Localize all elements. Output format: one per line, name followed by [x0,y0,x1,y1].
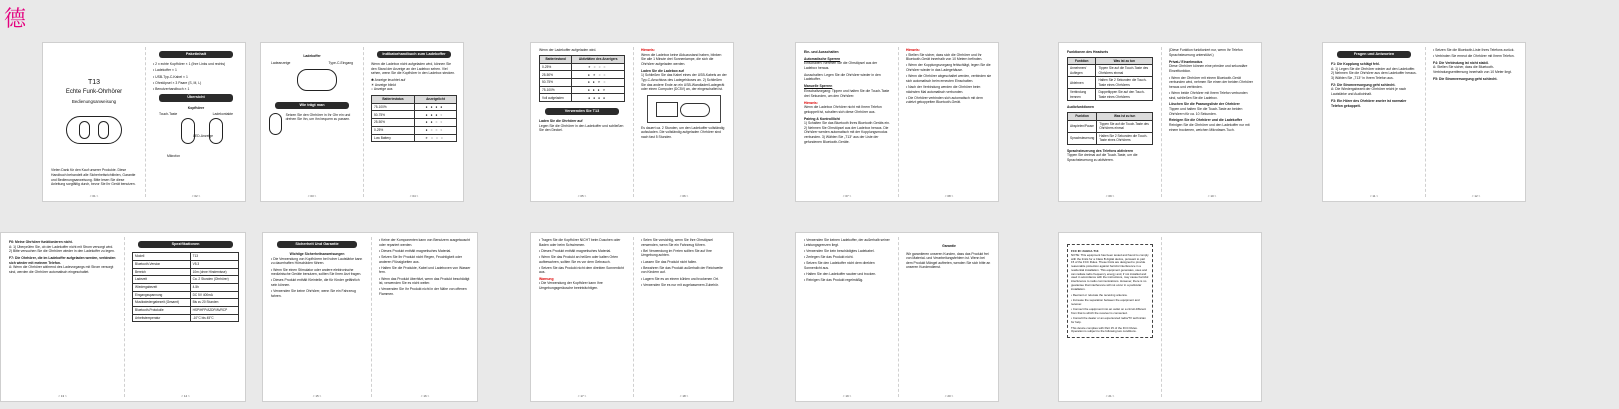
list-item: • Bewahren Sie das Produkt außerhalb der Reichweite von Kindern auf. [641,266,727,275]
paragraph: Tippen Sie dreimal auf die Touch-Taste, um die Sprachsteuerung zu aktivieren. [1067,153,1138,162]
table-row [540,71,625,79]
charging-case-icon [297,69,337,91]
table-cell: -10°C bis 45°C [190,314,238,322]
led-dots: ●●●☀ [572,86,625,94]
list-item: • Verbinden Sie erneut die Ohrhörer mit Ihrem Telefon. [1433,54,1519,59]
table-row [372,103,457,111]
list-item: • Bei Verwendung im Freien sollten Sie auf Ihre Umgebung achten. [641,249,727,258]
ear-icon [269,113,282,135]
list-item: • Wenn beide Ohrhörer mit Ihrem Telefon verbunden sind, schließen Sie die Ladebox. [1169,91,1255,100]
table-cell: Annehmen/ Auflegen [1068,65,1096,77]
case-icon [680,103,710,117]
table-row [372,126,457,134]
table-cell: 25-50% [372,119,415,127]
label-touch: Touch-Taste [159,112,178,117]
table-header: Anzeigelicht [415,96,457,104]
page-number: < 15 > [312,393,322,398]
table-row [133,253,239,261]
manual-sheet-2 [260,42,464,202]
table-row [1068,77,1153,89]
table-cell: Eingangsspannung [133,291,191,299]
table-cell: 25-50% [540,71,572,79]
subheading: Audiofunktionen [1067,105,1094,110]
legend-item: Anzeige blinkt [374,82,396,87]
page-number: < 06 > [679,193,689,198]
brand-logo: 德 [4,7,27,32]
list-item: • Die Verwendung von Kopfhörern bei hoher Lautstärke kann zu dauerhaften Hörschäden führen. [271,257,363,266]
subheading: Reinigen Sie die Ohrhörer und die Ladekoffer [1169,118,1243,123]
subheading: Ein- und Ausschalten [804,50,839,54]
table-cell: 0-25% [540,63,572,71]
list-item: • Reinigen Sie das Produkt regelmäßig. [804,278,890,283]
list-item: • Die Ohrhörer verbinden sich automatisch mit dem zuletzt gekoppelten Bluetooth-Gerät. [906,96,992,105]
panel-fcc [1059,233,1161,401]
paragraph: Wenn die Ladebox Ohrhörer nicht mit Ihrem Telefon gekoppelt ist, schalten sich diese Ohrhörer aus. [804,105,882,114]
led-dots: ●●●○ [415,111,457,119]
panel-faq [1323,43,1425,201]
safety-list [539,238,625,275]
page-number: < 12 > [1471,193,1481,198]
section-heading: Sicherheit Und Garantie [277,241,357,248]
list-item: • Dieses Produkt enthält Kleinteile, die für Kinder gefährlich sein können. [271,278,363,287]
subheading: Sprachsteuerung des Telefons aktivieren [1067,148,1134,153]
table-cell: Bluetooth-Version [133,260,191,268]
list-item: • Verwenden Sie es nur mit zugelassenem Zubehör. [641,283,727,288]
table-row [372,119,457,127]
list-item: • Dieses Produkt enthält magnetisches Material. [539,249,625,254]
faq-question: F5: Die Stromversorgung geht schlecht. [1433,76,1498,81]
table-cell: Abspielen/Pause [1068,120,1097,132]
table-row [133,314,239,322]
led-dots: ☀○○○ [572,63,625,71]
legend [371,78,457,92]
earbud-icon [209,118,223,144]
list-item: • 2 x echte Kopfhörer × 1 (Ihre Links und rechts) [153,62,239,67]
label-typec: Type-C-Eingang [328,60,353,65]
panel-safety-5 [796,233,898,401]
panel-charge-case [633,43,734,201]
manual-sheet-9 [530,232,734,402]
page-number: < 18 > [679,393,689,398]
note-text-2: Es dauert ca. 2 Stunden, um den Ladekoffer vollständig aufzuladen. Die vollständig aufgeladen Ohrhörer sind nach fast 5 Stunden. [641,125,725,139]
table-header: Funktion [1068,112,1097,120]
table-row [133,268,239,276]
subheading: Manuelle Sperren [804,84,833,89]
list-item: • Wenn Sie das Produkt an heißen oder kalten Orten aufbewahren, sollten Sie es vor dem Gebrauch. [539,255,625,264]
faq-question: F3: Ein Hörer des Ohrhörer zweier ist normaler Telefon gekoppelt. [1331,99,1407,108]
table-row [372,111,457,119]
led-off-icon: ○ [371,87,374,92]
table-row [133,299,239,307]
note-text: Wenn die Ladebox keine Akkuzustand haben, blinken Sie alle 1 Minute drei Sonnenlampe, die sich die Ohrhörer aufgeladen werden. [641,52,722,66]
specs-table [132,252,239,322]
led-on-icon: ✱ [371,78,374,83]
faq-question: F6: Meine Ohrhörer funktionieren nicht. [9,240,73,244]
paragraph: Tippen und halten Sie die Touch-Taste an beiden Ohrhörern für ca. 10 Sekunden. [1169,106,1243,116]
earbud-left-illustration [79,121,90,139]
led-dots: ☀○○○ [415,134,457,142]
section-heading: Verwenden Sie T13 [545,108,619,115]
safety-list [271,257,363,299]
table-row [1068,89,1153,101]
table-cell: Low Battery [372,134,415,142]
panel-cover [43,43,145,201]
table-row [133,306,239,314]
table-cell: 4-5h [190,283,238,291]
manual-sheet-11 [1058,232,1262,402]
list-item: • Setzen Sie die Bluetooth-Liste Ihres Telefons zurück. [1433,48,1519,53]
panel-private-mode [1161,43,1262,201]
table-header: Was ist zu tun [1096,57,1153,65]
panel-notes [898,43,999,201]
table-cell: HSP/HFP/A2DP/AVRCP [190,306,238,314]
table-header: Was ist zu tun [1097,112,1153,120]
section-heading: Indikatorhandbuch zum Ladekoffer [377,51,451,58]
section-heading: Übersicht [159,94,233,101]
earbud-right-illustration [98,121,109,139]
list-item: • Lassen Sie das Produkt nicht fallen. [641,260,727,265]
list-item: • Verwenden Sie kein beschädigtes Ladekabel. [804,249,890,254]
panel-functions [1059,43,1161,201]
manual-sheet-8 [262,232,478,402]
led-dots: ●●●● [415,103,457,111]
faq-answer: A: 1) Überprüfen Sie, ob der Ladekoffer nicht mit Strom versorgt wird. 2) Bitte versuchen Sie die Ohrhörer wieder in den Ladekoffer zu legen. [9,244,115,254]
led-dots: ●●☀○ [572,79,625,87]
list-item: • Ladekoffer × 1 [153,68,239,73]
faq-question: F2: Die Stromversorgung geht schlecht. [1331,82,1396,87]
list-item: • Stellen Sie sicher, dass sich die Ohrhörer und Ihr Bluetooth-Gerät innerhalb von 10 Metern befinden. [906,53,992,62]
list-item: • Increase the separation between the equipment and receiver. [1071,299,1149,307]
list-item: • Wenn der Ohrhörer mit einem Bluetooth-Gerät verbunden wird, nehmen Sie einen der beiden Ohrhörer heraus und verbinden. [1169,76,1255,90]
faq-question: F1: Die Kopplung schlägt fehl. [1331,62,1380,67]
list-item: • Setzen Sie das Produkt nicht dem direkten Sonnenlicht aus. [539,266,625,275]
page-number: < 05 > [577,193,587,198]
table-row [1068,120,1153,132]
charging-illustration [647,95,721,123]
table-cell: 75-100% [540,86,572,94]
list-item: • Tragen Sie die Kopfhörer NICHT beim Duschen oder Baden oder beim Schwimmen. [539,238,625,247]
page-number: < 14 > [181,393,190,398]
page-number: < 17 > [577,393,587,398]
list-item: • Keine der Komponenten kann von Benutzern ausgetauscht oder repariert werden. [379,238,471,247]
list-item: • Reorient or relocate the receiving antenna. [1071,294,1149,298]
list-item: • Setzen Sie Ihr Produkt nicht Regen, Feuchtigkeit oder anderen Flüssigkeiten aus. [379,255,471,264]
table-row [133,283,239,291]
legend-item: Anzeige leuchtet auf [374,78,406,83]
subheading: Laden Sie die Ladebox auf [641,68,684,73]
table-cell: 0-25% [372,126,415,134]
notes-list [906,53,992,105]
panel-faq-2 [1425,43,1526,201]
list-item: • Halten Sie die Produkte, Kabel und Ladeboxen von Wasser fern. [379,266,471,275]
panel-specs [124,233,246,401]
list-item: • Connect the equipment into an outlet on a circuit different from that to which the receiver is connected. [1071,308,1149,316]
label-case-led: Ladeanzeige [271,60,291,65]
list-item: • Consult the dealer or an experienced radio/TV technician for help. [1071,317,1149,325]
table-row [133,291,239,299]
list-item: • Wenn das Produkt überhitzt, wenn das Produkt beschädigt ist, verwenden Sie es nicht weiter. [379,277,471,286]
led-dots: ●☀○○ [572,71,625,79]
table-cell: Halten Sie 2 Sekunden die Touch-Taste eines Ohrhörers [1097,132,1153,144]
page-number: < 11 > [1369,193,1379,198]
panel-warranty [898,233,999,401]
table-cell: Halten Sie 2 Sekunden die Touch-Taste eines Ohrhörers [1096,77,1153,89]
list-item: • Die Verwendung der Kopfhörer kann Ihre Umgebungsgeräusche beeinträchtigen. [539,281,625,290]
manual-sheet-4 [795,42,999,202]
list-item: • USB-Typ-C-Kabel × 1 [153,75,239,80]
list-item: • Halten Sie den Ladekoffer sauber und trocken. [804,272,890,277]
page-number: < 04 > [409,193,419,198]
note-label: Hinweis: [641,48,655,52]
mode-list [1169,76,1255,101]
table-cell: T13 [190,253,238,261]
charging-table [539,55,625,102]
faq-answer: A: Stellen Sie sicher, dass die Bluetooth-Verbindungsentfernung innerhalb von 10 Meter liegt. [1433,65,1512,74]
page-number: < 09 > [1105,193,1115,198]
subheading: Funktionen des Headsets [1067,50,1109,54]
table-cell: Doppeltippen Sie auf den Touch-Taste eines Ohrhörers [1096,89,1153,101]
table-cell: Tippen Sie auf die Touch-Taste des Ohrhörers einmal [1097,120,1153,132]
fcc-footer: This device complies with Part 15 of the FCC Rules. Operation is subject to the following two conditions. [1071,325,1138,334]
subheading: Privat-/ Einzelmodus [1169,59,1203,64]
table-cell: 50-75% [540,79,572,87]
table-cell: Bluetooth-Protokolle [133,306,191,314]
subheading: Pairing & Kontrolllicht [804,116,840,121]
earbud-diagram [153,110,239,164]
page-number: < 13 > [58,393,67,398]
table-cell: Tippen Sie auf die Touch-Taste des Ohrhörers einmal [1096,65,1153,77]
list-item: • Wenn Sie einen Stimulator oder andere elektronische medizinische Geräte benutzen, sollten Sie Ihren Arzt fragen. [271,268,363,277]
table-cell: Ladezeit [133,276,191,284]
table-header: Batteriestand [540,55,572,63]
subheading: Automatische Sperren [804,56,841,61]
table-cell: Bereich [133,268,191,276]
table-cell: Arbeitstemperatur [133,314,191,322]
paragraph: 1) Schalten Sie das Bluetooth Ihres Bluetooth Geräts ein. 2) Nehmen Sie Ohrstöpsel aus der Ladebox heraus. Die Ohrhörer werden automatisch mit der Kopplungsmodus verbunden. 3) Wählen Sie „T13“ aus der Liste der gefundenen Bluetooth-Geräte. [804,121,890,144]
manual-sheet-1 [42,42,246,202]
table-cell: Sprachsteuerung [1068,132,1097,144]
paragraph: Einschaltvorgang: Tippen und halten Sie die Touch-Taste drei Sekunden, um den Ohrhörer. [804,88,890,98]
list-item: • Wenn die Ohrhörer abgeschaltet werden, verbinden sie sich automatisch beim erneuten Einschalten. [906,74,992,83]
table-cell: Verbindung trennen [1068,89,1096,101]
section-heading: Garantie [942,244,956,248]
panel-safety-3 [531,233,633,401]
table-cell: Modell [133,253,191,261]
table-row [133,260,239,268]
manual-sheet-5 [1058,42,1262,202]
list-item: • Zerlegen Sie das Produkt nicht. [804,255,890,260]
table-header: Batteriestatus [372,96,415,104]
page-number: < 03 > [307,193,317,198]
earbud-icon [181,118,195,144]
safety-list [804,238,890,283]
label-led: LED-Anzeige [193,134,213,139]
page-number: < 20 > [944,393,954,398]
paragraph: (Diese Funktion funktioniert nur, wenn Ihr Telefon Sprachsteuerung unterstützt.) [1169,48,1243,57]
table-cell: 50-75% [372,111,415,119]
label-mic: Mikrofon [167,154,181,159]
table-row [540,63,625,71]
page-number: < 01 > [89,193,99,198]
table-cell: Voll aufgeladen [540,94,572,102]
safety-list [379,238,471,297]
list-item: • Dieses Produkt enthält magnetisches Material. [379,249,471,254]
earbuds-label: Kopfhörer [187,105,205,110]
panel-charging [531,43,633,201]
product-title: T13 [87,79,101,86]
indicator-text: Wenn die Ladebox nicht aufgeladen wird, können Sie den Stand der Anzeige an der Ladebox sehen. Viel sehen, wenn Sie die Kopfhörer in den Ladebox stecken. [371,62,456,76]
table-header: Aktivitäten des Anzeigers [572,55,625,63]
list-item: • Verwenden Sie Ihr Produkt nicht in der Nähe von offenen Flammen. [379,287,471,296]
fcc-box [1067,244,1153,338]
table-header: Funktion [1068,57,1096,65]
intro-text: Vielen Dank für den Kauf unserer Produkte. Diese Handbuch behandelt alle Sicherheitsrichtlinien, Garantie und Bedienungsanweisung. Bitte lesen Sie diese Anleitung sorgfältig durch, bevor Sie Ihr Gerät benutzen. [51,168,136,187]
warning-label: Warnung [539,276,554,281]
note-label: Hinweis: [906,48,920,52]
manual-sheet-6 [1322,42,1526,202]
faq-answer: A: 1) Legen Sie die Ohrhörer wieder auf den Ladekoffer. 2) Nehmen Sie die Ohrhörer aus dem Ladekoffer heraus. 3) Wählen Sie „T13“ in Ihrem Telefon aus. [1331,66,1417,80]
subheading: Löschen Sie die Paarungsliste der Ohrhörer [1169,102,1240,107]
panel-indicator [363,43,464,201]
wear-text: Setzen Sie den Ohrhörer in Ihr Ohr ein und drehen Sie ihn, um ihn bequem zu passen. [285,112,351,122]
subheading: Wichtige Sicherheitsanweisungen [289,252,345,257]
case-diagram [269,59,355,99]
table-row [540,79,625,87]
led-dots: ●●●● [572,94,625,102]
page-number: < 16 > [420,393,430,398]
faq-answer: A: Wenn die Ohrhörer während des Ladevorgangs mit Strom versorgt sind, werden die Ohrhörer automatisch eingeschaltet. [9,265,114,274]
section-heading: Wie trägt man [275,102,349,109]
manual-sheet-7 [0,232,246,402]
panel-safety-4 [633,233,734,401]
page-number: < 21 > [1105,393,1115,398]
table-cell: DC 5V 400mA [190,291,238,299]
table-cell: Ablehnen [1068,77,1096,89]
faq-question: F4: Die Verbindung ist nicht stabil. [1433,60,1489,65]
led-blink-icon: ☀ [371,82,375,87]
fcc-list [1071,294,1149,325]
charging-case-illustration [66,116,122,144]
manual-sheet-3 [530,42,734,202]
paragraph: Einschalten: Nehmen Sie die Ohrstöpsel aus der Ladebox heraus. [804,61,878,70]
list-item: • Verwenden Sie keinen Ladekoffer, der außerhalb seiner Leistungsgrenzen liegt. [804,238,890,247]
audio-table [1067,112,1153,145]
table-cell: 10m (ohne Hindernisse) [190,268,238,276]
list-item: • Seien Sie vorsichtig, wenn Sie Ihre Ohrstöpsel verwenden, wenn Sie ein Fahrzeug führen. [641,238,727,247]
faq-question: F7: Die Ohrhörer, die im Ladekoffer aufgeladen werden, verbinden sich wieder mit meinem Telefon. [9,256,116,265]
list-item: • Benutzerhandbuch × 1 [153,87,239,92]
table-cell: Ca. 2 Stunden (Ohrhörer) [190,276,238,284]
page-number: < 08 > [944,193,954,198]
table-cell: Bis zu 20 Stunden [190,299,238,307]
label-contacts: Ladekontakte [212,112,233,117]
safety-list [641,238,727,287]
note-label: Hinweis: [804,100,818,105]
table-row [133,276,239,284]
led-dots: ●●○○ [415,119,457,127]
case-label: Ladekoffer [303,54,321,58]
product-subtitle: Echte Funk-Ohrhörer [65,89,123,96]
faq-answer: A: Die Wiedergabezeit der Ohrhörer reicht je nach Lautstärke und Audioinhalt. [1331,87,1407,97]
table-cell: Wiedergabezeit [133,283,191,291]
panel-blank [1161,233,1262,401]
panel-contents [145,43,246,201]
page-number: < 07 > [842,193,852,198]
panel-safety-2 [371,233,478,401]
table-cell: 75-100% [372,103,415,111]
panel-safety [263,233,371,401]
list-item: • Wenn der Kopplungsvorgang fehlschlägt, legen Sie die Ohrhörer wieder in das Ladegehäuse. [906,63,992,72]
package-list [153,62,239,91]
warranty-text: Wir garantieren unseren Kunden, dass das Produkt frei von Material- und Verarbeitungsfehlern ist. Wenn bei dem Produkt Mängel auftreten, wenden Sie sich bitte an unseren Kundendienst. [906,251,991,270]
list-item: • Ohrstöpsel × 3 Paare (S, M, L) [153,81,239,86]
table-row [540,86,625,94]
section-heading: Paketinhalt [159,51,233,58]
list-item: • Lagern Sie es an einem kühlen und trockenen Ort. [641,277,727,282]
table-row [1068,65,1153,77]
paragraph: Ausschalten: Legen Sie die Ohrhörer wieder in den Ladekoffer. [804,72,881,82]
list-item: • Verwenden Sie keine Ohrhörer, wenn Sie ein Fahrzeug fahren. [271,289,363,298]
fcc-text: NOTE: This equipment has been tested and found to comply with the limits for a Class B digital device, pursuant to part 15 of the FCC Rules. These limits are designed to provide reasonable protection against harmful interference in a residential installation. This equipment generates, uses and can radiate radio frequency energy and, if not installed and used in accordance with the instructions, may cause harmful interference to radio communications. However, there is no guarantee that interference will not occur in a particular installation. [1071,252,1149,291]
table-cell: V5.3 [190,260,238,268]
table-row [372,134,457,142]
function-table [1067,57,1153,102]
charging-intro: Wenn der Ladekoffer aufgeladen wird. [539,48,597,52]
page-number: < 02 > [191,193,201,198]
fcc-title: FCC ID: 2AHUA-T13 [1071,249,1099,253]
paragraph: Reinigen Sie die Ohrhörer und den Ladekoffer nur mit einem trockenen, weichen Mikrofaser-Tuch. [1169,123,1250,132]
subheading: Laden Sie die Ohrhörer auf [539,119,583,124]
laptop-icon [656,102,678,117]
faq-list [1433,48,1519,59]
table-cell: Musikwiedergabezeit (Gesamt) [133,299,191,307]
manual-label: Bedienungsanweisung [71,98,117,104]
panel-faq-3 [1,233,124,401]
list-item: • Nach der Verbindung werden die Ohrhörer beim nächsten Mal automatisch verbunden. [906,85,992,94]
led-dots: ●○○○ [415,126,457,134]
legend-item: Anzeige aus [373,87,393,92]
charge-text: Legen Sie die Ohrhörer in den Ladekoffer und schließen Sie den Deckel. [539,123,624,133]
list-item: • Setzen Sie den Ladekoffer nicht dem direkten Sonnenlicht aus. [804,261,890,270]
panel-power [796,43,898,201]
table-row [540,94,625,102]
table-row [1068,132,1153,144]
page-number: < 19 > [842,393,852,398]
indicator-table [371,95,457,142]
section-heading: Spezifikationen [138,241,233,248]
section-heading: Fragen und Antworten [1337,51,1411,58]
paragraph: Diese Ohrhörer können eine primäre und sekundäre Einzelfunktion. [1169,64,1248,73]
manual-sheet-10 [795,232,999,402]
page-number: < 10 > [1207,193,1217,198]
steps-text: 1) Schließen Sie das Kabel eines der USB-Kabels an der Typ-C-Anschluss des Ladegehäuses an. 2) Schließen Sie das andere Ende an ein USB-Wandlader/Ladegerät oder einen Computer (DC5V) an, der eingeschaltet ist. [641,73,727,92]
panel-case [261,43,363,201]
